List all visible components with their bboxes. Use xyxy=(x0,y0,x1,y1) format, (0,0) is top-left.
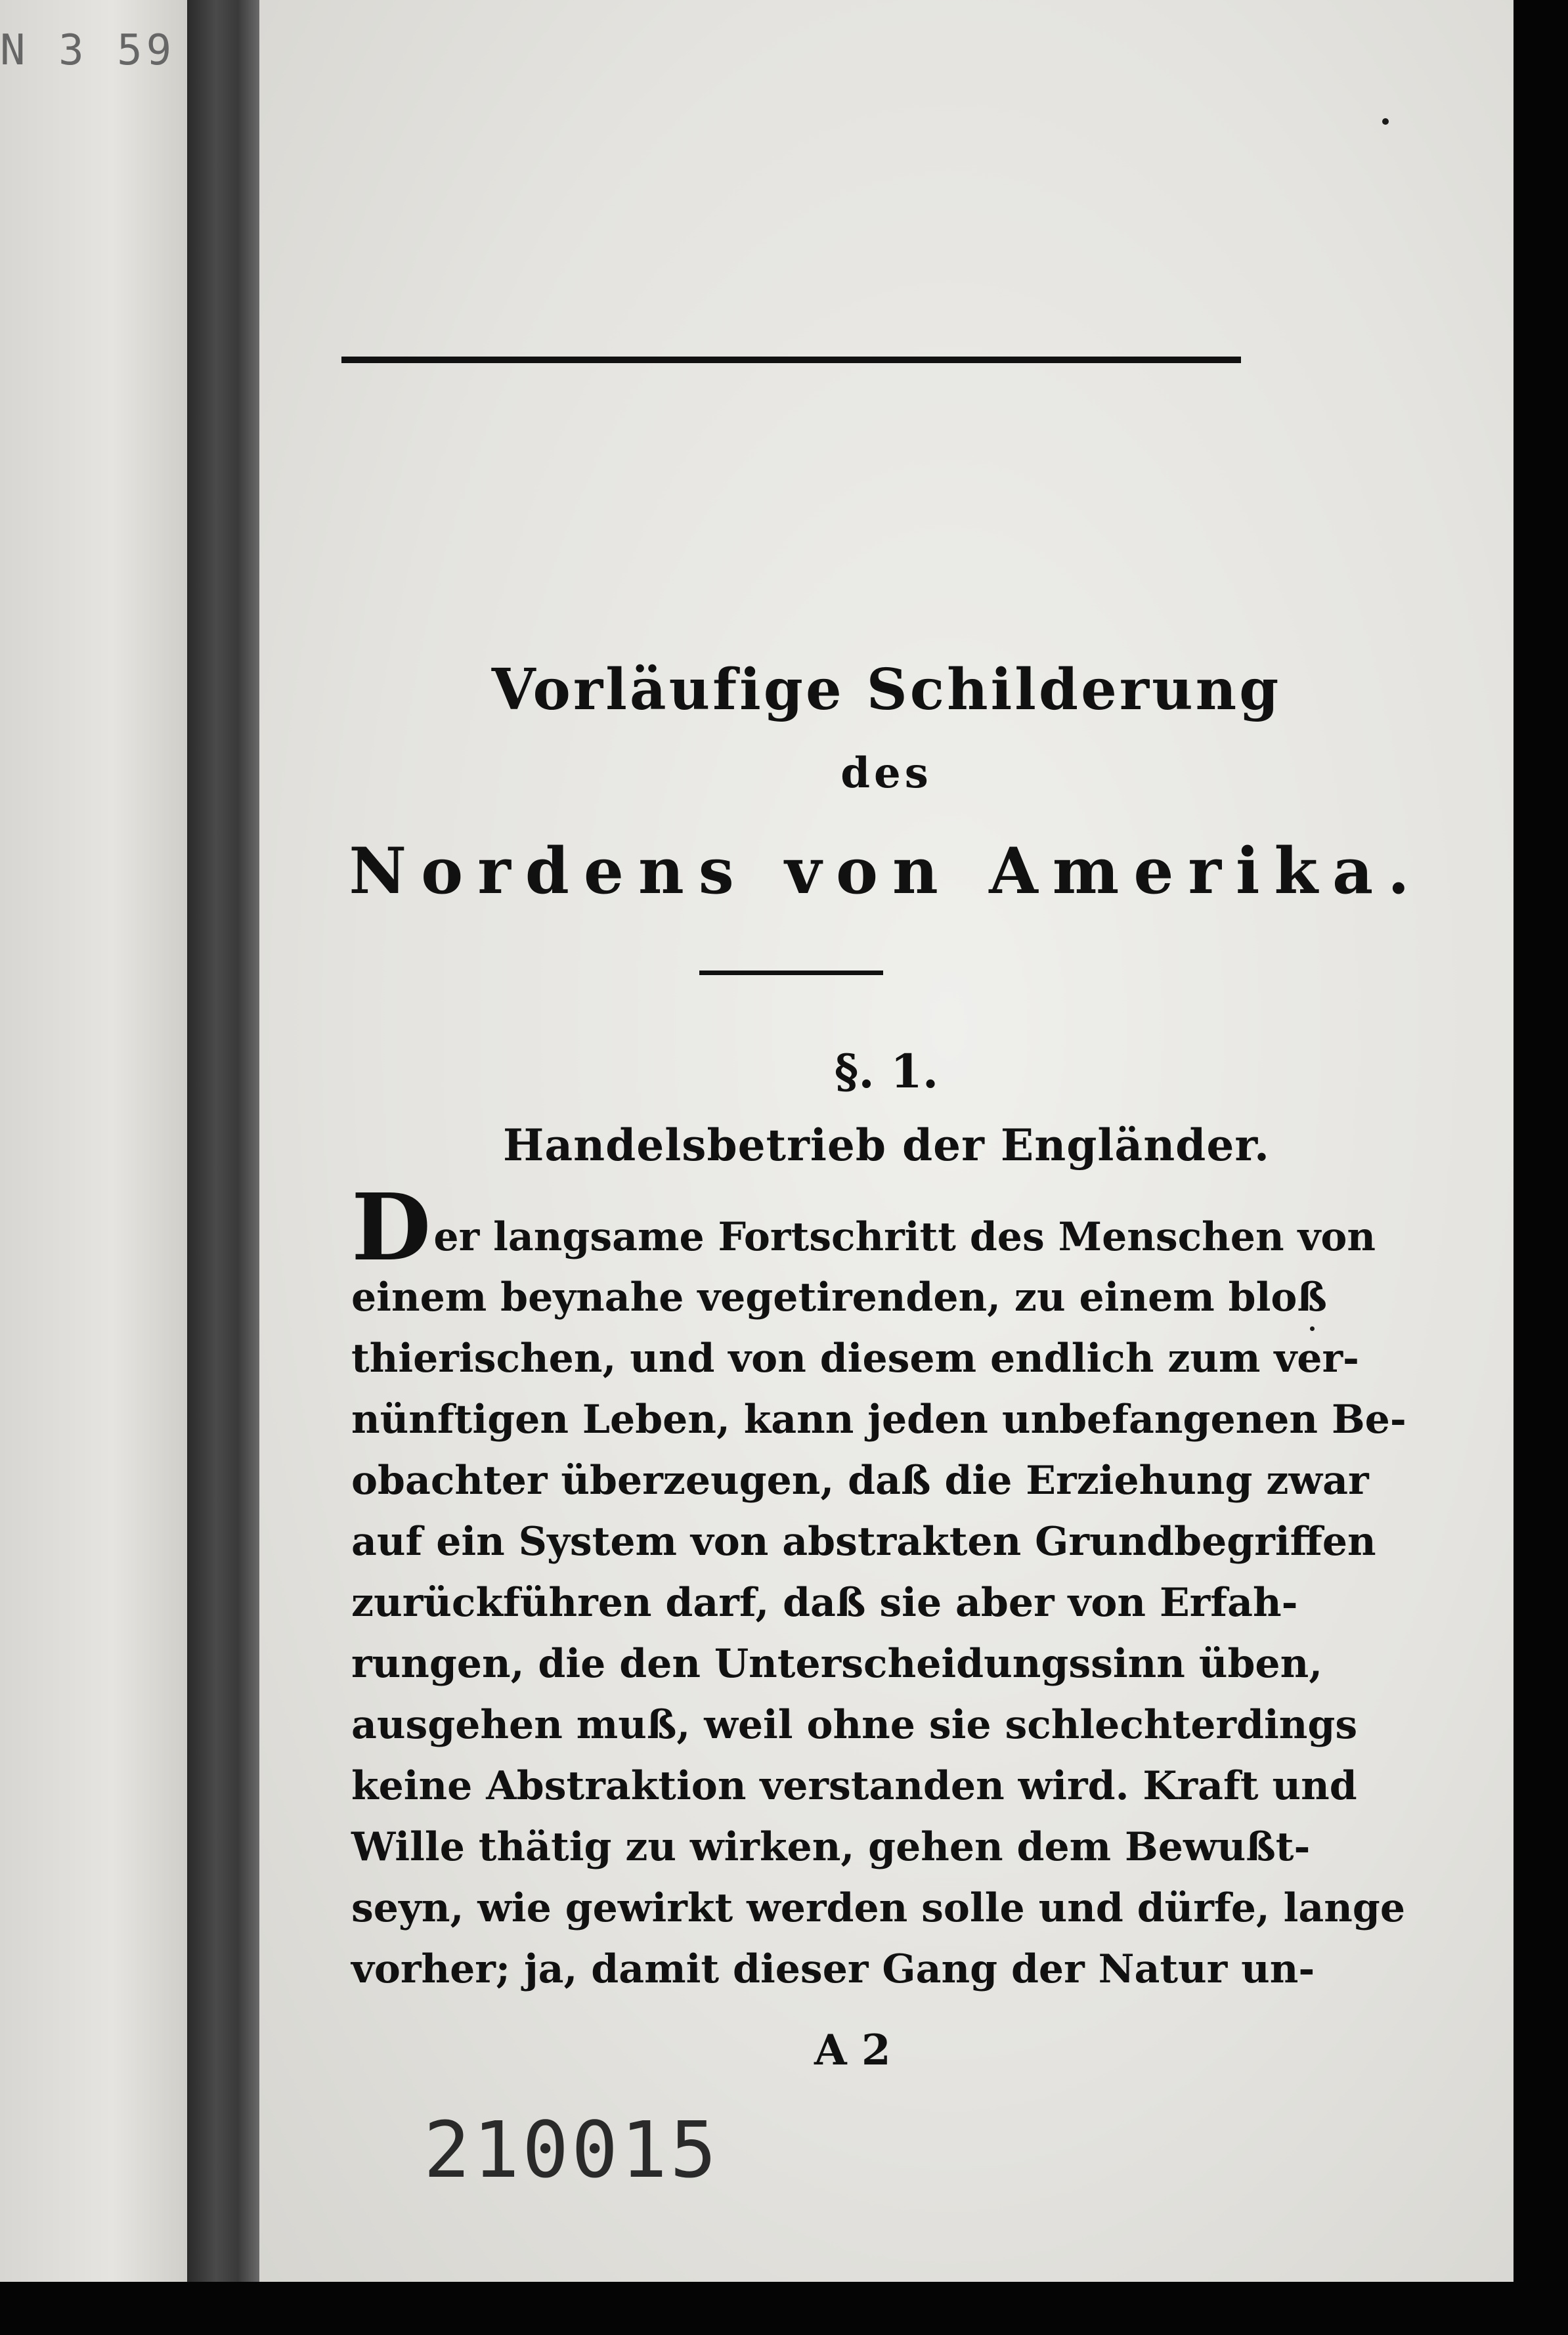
title-line-2: des xyxy=(840,749,932,798)
paper-speck xyxy=(1382,118,1389,125)
body-line: thierischen, und von diesem endlich zum ver- xyxy=(351,1336,1359,1382)
top-rule xyxy=(341,357,1241,363)
section-number: §. 1. xyxy=(834,1044,939,1099)
body-line-text: er langsame Fortschritt des Menschen von xyxy=(433,1214,1376,1260)
section-divider-rule xyxy=(699,971,883,975)
body-line: ausgehen muß, weil ohne sie schlechterdings xyxy=(351,1702,1358,1748)
paper-speck xyxy=(1310,1326,1315,1331)
book-gutter xyxy=(187,0,259,2282)
body-line: obachter überzeugen, daß die Erziehung zwar xyxy=(351,1458,1369,1504)
left-page-edge xyxy=(0,0,187,2282)
body-line xyxy=(351,1174,1376,1282)
inventory-stamp-number: 210015 xyxy=(424,2105,720,2195)
body-line: keine Abstraktion verstanden wird. Kraft und xyxy=(351,1763,1357,1809)
body-line: rungen, die den Unterscheidungssinn üben, xyxy=(351,1641,1323,1687)
body-text xyxy=(351,1174,1406,2000)
scan-border-bottom xyxy=(0,2282,1568,2335)
body-line: seyn, wie gewirkt werden solle und dürfe, lange xyxy=(351,1885,1406,1931)
body-line: Wille thätig zu wirken, gehen dem Bewußt- xyxy=(351,1824,1311,1870)
body-line: nünftigen Leben, kann jeden unbefangenen Be- xyxy=(351,1397,1406,1443)
body-line: zurückführen darf, daß sie aber von Erfah- xyxy=(351,1580,1298,1626)
signature-mark: A 2 xyxy=(814,2026,891,2075)
body-line: vorher; ja, damit dieser Gang der Natur un- xyxy=(351,1946,1315,1992)
scan-border-right xyxy=(1514,0,1568,2335)
body-line: einem beynahe vegetirenden, zu einem bloß xyxy=(351,1275,1327,1320)
body-line: auf ein System von abstrakten Grundbegriffen xyxy=(351,1519,1376,1565)
title-line-1: Vorläufige Schilderung xyxy=(491,657,1282,723)
title-line-3: Nordens von Amerika. xyxy=(349,834,1424,908)
section-heading: Handelsbetrieb der Engländer. xyxy=(502,1120,1271,1171)
shelfmark-label: N 3 59 xyxy=(0,26,176,75)
drop-cap: D xyxy=(351,1174,431,1282)
